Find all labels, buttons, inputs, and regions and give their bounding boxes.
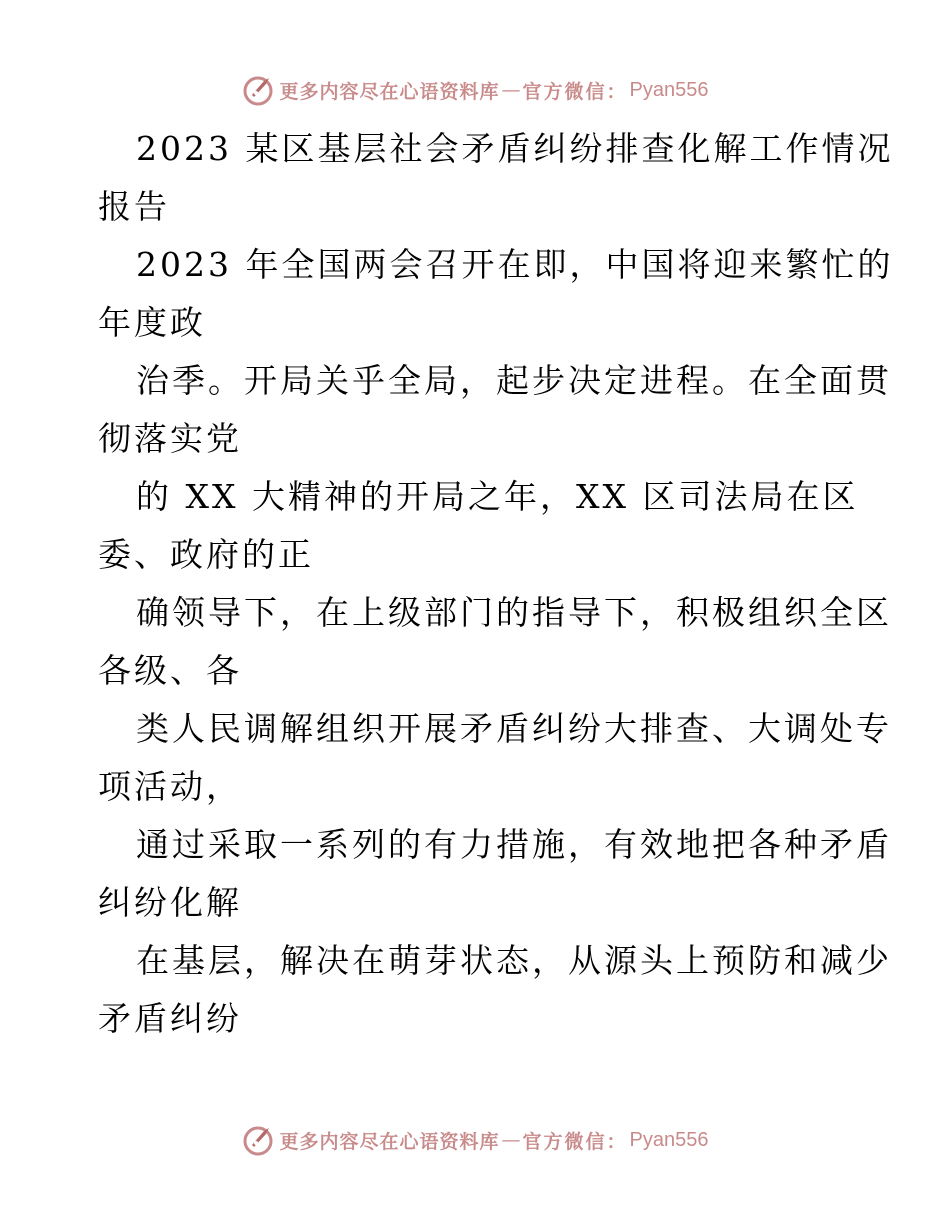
- footer-wechat-label: 官方微信：: [522, 1130, 628, 1153]
- header-banner: [0, 70, 950, 110]
- body-line-8: 委、政府的正: [98, 535, 314, 574]
- body-line-15: 在基层，解决在萌芽状态，从源头上预防和减少: [136, 941, 892, 980]
- footer-dash: —: [501, 1129, 521, 1151]
- body-line-3: 2023 年全国两会召开在即，中国将迎来繁忙的: [136, 245, 894, 284]
- body-line-6: 彻落实党: [98, 419, 242, 458]
- pen-nib-circle-icon: [242, 1123, 276, 1157]
- body-line-16: 矛盾纠纷: [98, 999, 242, 1038]
- body-line-14: 纠纷化解: [98, 883, 242, 922]
- body-line-7: 的 XX 大精神的开局之年，XX 区司法局在区: [136, 477, 859, 516]
- body-line-1: 2023 某区基层社会矛盾纠纷排查化解工作情况: [136, 129, 894, 168]
- header-wechat-id: Pyan556: [629, 78, 709, 101]
- footer-wechat-id: Pyan556: [629, 1128, 709, 1151]
- body-line-11: 类人民调解组织开展矛盾纠纷大排查、大调处专: [136, 709, 892, 748]
- body-line-2: 报告: [98, 187, 170, 226]
- document-body: [98, 120, 894, 1048]
- pen-nib-circle-icon: [242, 73, 276, 107]
- body-line-9: 确领导下，在上级部门的指导下，积极组织全区: [136, 593, 892, 632]
- header-wechat-label: 官方微信：: [522, 80, 628, 103]
- header-site-text: 更多内容尽在心语资料库: [279, 80, 500, 103]
- body-line-5: 治季。开局关乎全局，起步决定进程。在全面贯: [136, 361, 892, 400]
- body-line-4: 年度政: [98, 303, 206, 342]
- footer-banner: [0, 1120, 950, 1160]
- body-line-12: 项活动，: [98, 767, 242, 806]
- header-dash: —: [501, 79, 521, 101]
- body-line-10: 各级、各: [98, 651, 242, 690]
- footer-site-text: 更多内容尽在心语资料库: [279, 1130, 500, 1153]
- body-line-13: 通过采取一系列的有力措施，有效地把各种矛盾: [136, 825, 892, 864]
